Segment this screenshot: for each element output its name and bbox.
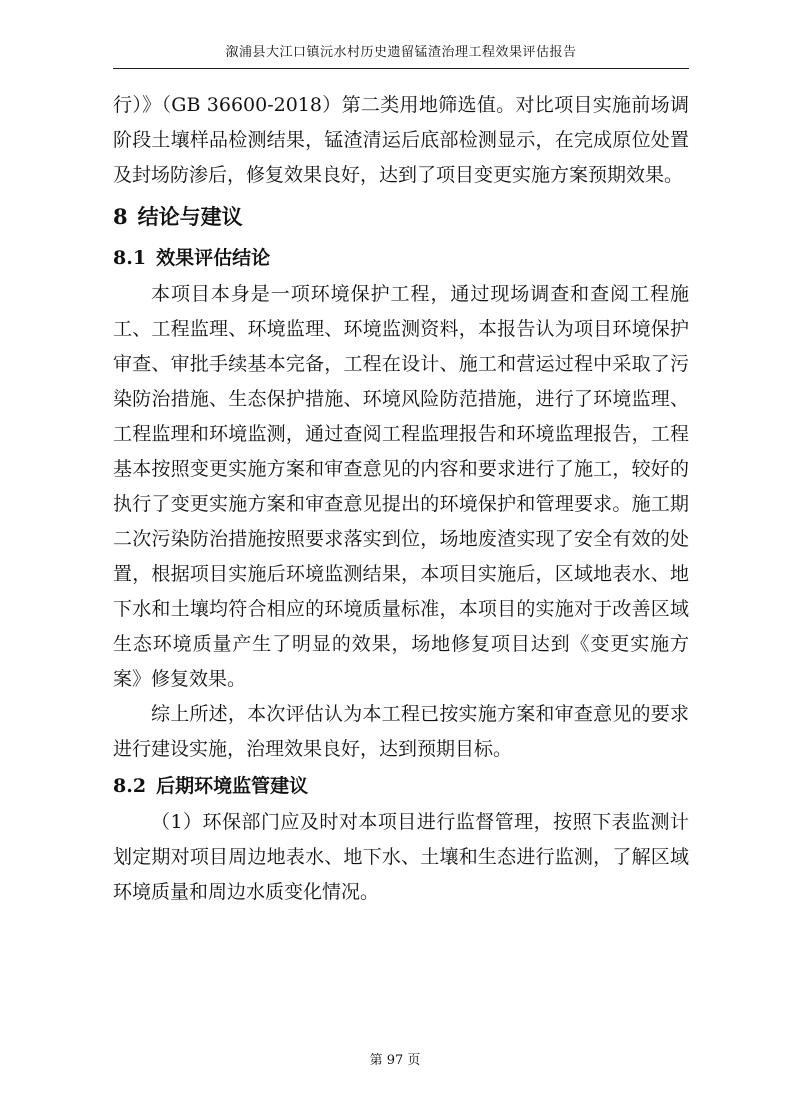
subsection-8-2-number: 8.2 xyxy=(113,775,147,797)
conclusion-paragraph: 本项目本身是一项环境保护工程，通过现场调查和查阅工程施工、工程监理、环境监理、环境监测资料，本报告认为项目环境保护审查、审批手续基本完备，工程在设计、施工和营运过程中采取了污染防治措施、生态保护措施、环境风险防范措施，进行了环境监理、工程监理和环境监测，通过查阅工程监理报告和环境监理报告，工程基本按照变更实施方案和审查意见的内容和要求进行了施工，较好的执行了变更实施方案和审查意见提出的环境保护和管理要求。施工期二次污染防治措施按照要求落实到位，场地废渣实现了安全有效的处置，根据项目实施后环境监测结果，本项目实施后，区域地表水、地下水和土壤均符合相应的环境质量标准，本项目的实施对于改善区域生态环境质量产生了明显的效果，场地修复项目达到《变更实施方案》修复效果。 xyxy=(113,283,689,690)
page-header-title: 溆浦县大江口镇沅水村历史遗留锰渣治理工程效果评估报告 xyxy=(225,45,577,60)
summary-paragraph: 综上所述，本次评估认为本工程已按实施方案和审查意见的要求进行建设实施，治理效果良好，达到预期目标。 xyxy=(113,703,689,760)
subsection-8-1-title: 效果评估结论 xyxy=(156,247,271,269)
section-8-number: 8 xyxy=(113,204,128,229)
recommendation-paragraph-1: （1）环保部门应及时对本项目进行监督管理，按照下表监测计划定期对项目周边地表水、地下水、土壤和生态进行监测，了解区域环境质量和周边水质变化情况。 xyxy=(113,811,689,903)
subsection-8-1-number: 8.1 xyxy=(113,247,147,269)
section-8-heading xyxy=(113,197,689,237)
header-divider xyxy=(113,68,689,69)
subsection-8-2-heading xyxy=(113,767,689,805)
section-8-title: 结论与建议 xyxy=(137,204,243,229)
page-number: 第 97 页 xyxy=(369,1053,421,1068)
page-content xyxy=(113,88,689,910)
continuation-paragraph: 行）》（GB 36600-2018）第二类用地筛选值。对比项目实施前场调阶段土壤样品检测结果，锰渣清运后底部检测显示，在完成原位处置及封场防渗后，修复效果良好，达到了项目变更实施方案预期效果。 xyxy=(113,94,689,186)
subsection-8-2-title: 后期环境监管建议 xyxy=(156,775,309,797)
subsection-8-1-heading xyxy=(113,239,689,277)
